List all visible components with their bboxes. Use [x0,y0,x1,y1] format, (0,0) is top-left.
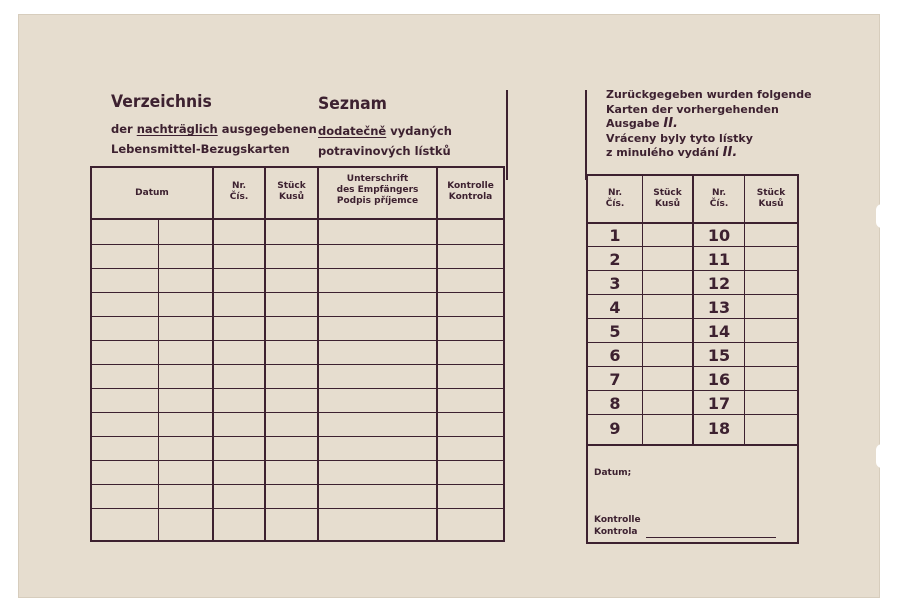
number-cell: 6 [609,346,621,365]
returned-cards-table [586,174,799,544]
kontrola-label: Kontrola [594,527,638,537]
number-cell: 13 [707,298,731,317]
number-cell: 12 [707,274,731,293]
subtitle-czech-line1: dodatečně vydaných [318,124,452,138]
number-cell: 18 [707,419,731,438]
right-header-stuck-2: Stück Kusů [756,188,786,209]
section-divider-left [506,90,508,180]
subtitle-german-line1: der nachträglich ausgegebenen [111,122,317,136]
number-cell: 16 [707,370,731,389]
header-kontrolle: Kontrolle Kontrola [447,181,494,202]
right-header-nr-2: Nr. Čís. [709,188,729,209]
section-divider-right [585,90,587,180]
number-cell: 2 [609,250,621,269]
number-cell: 15 [707,346,731,365]
punch-hole-top [876,204,888,228]
header-stuck: Stück Kusů [277,181,306,202]
issued-cards-table [90,166,505,542]
subtitle-czech-line2: potravinových lístků [318,144,451,158]
number-cell: 10 [707,226,731,245]
number-cell: 14 [707,322,731,341]
ration-card-sheet [18,14,880,598]
title-czech: Seznam [318,94,387,114]
kontrolle-label: Kontrolle [594,515,641,525]
number-cell: 1 [609,226,621,245]
number-cell: 8 [609,394,621,413]
header-signature: Unterschrift des Empfängers Podpis příjemce [336,174,419,206]
number-cell: 11 [707,250,731,269]
header-nr: Nr. Čís. [229,181,249,202]
title-german: Verzeichnis [111,92,212,112]
number-cell: 17 [707,394,731,413]
returned-cards-intro: Zurückgegeben wurden folgende Karten der vorhergehenden Ausgabe II. Vráceny byly tyto lístky z minulého vydání II. [606,88,812,160]
kontrolle-signature-line [646,537,776,538]
punch-hole-bottom [876,444,888,468]
subtitle-german-line2: Lebensmittel-Bezugskarten [111,142,290,156]
right-header-stuck-1: Stück Kusů [653,188,682,209]
number-cell: 7 [609,370,621,389]
number-cell: 4 [609,298,621,317]
header-datum: Datum [135,188,169,198]
number-cell: 9 [609,419,621,438]
number-cell: 5 [609,322,621,341]
number-cell: 3 [609,274,621,293]
datum-label: Datum; [594,468,632,478]
right-header-nr-1: Nr. Čís. [605,188,625,209]
